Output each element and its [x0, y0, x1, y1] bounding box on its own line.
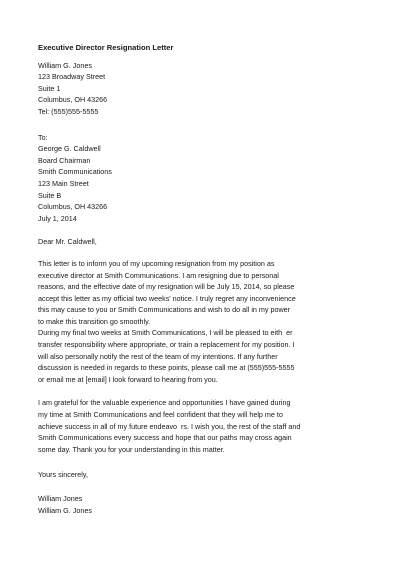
sender-phone: Tel: (555)555-5555 — [38, 106, 99, 116]
signature-block — [38, 493, 383, 516]
recipient-address — [38, 143, 383, 224]
to-label: To: — [38, 132, 48, 142]
recipient-title: Board Chairman — [38, 155, 91, 165]
paragraph-line: transfer responsibility where appropriate, or train a replacement for my position. I — [38, 340, 295, 350]
paragraph-line: reasons, and the effective date of my resignation will be July 15, 2014, so please — [38, 282, 295, 292]
letter-title: Executive Director Resignation Letter — [38, 43, 174, 52]
letter-date: July 1, 2014 — [38, 213, 77, 223]
paragraph-gratitude — [38, 397, 383, 455]
sender-city: Columbus, OH 43266 — [38, 95, 108, 105]
paragraph-line: my time at Smith Communications and feel confident that they will help me to — [38, 410, 283, 420]
paragraph-line: or email me at [email] I look forward to hearing from you. — [38, 374, 218, 384]
sender-suite: Suite 1 — [38, 83, 61, 93]
paragraph-line: discussion is needed in regards to these points, please call me at (555)555-5555 — [38, 363, 295, 373]
paragraph-line: to make this transition go smoothly. — [38, 316, 151, 326]
recipient-suite: Suite B — [38, 190, 62, 200]
paragraph-resignation — [38, 258, 383, 386]
paragraph-line: Smith Communications every success and hope that our paths may cross again — [38, 433, 292, 443]
paragraph-line: accept this letter as my official two weeks' notice. I truly regret any inconvenience — [38, 293, 296, 303]
sender-address — [38, 60, 383, 118]
paragraph-line: some day. Thank you for your understanding in this matter. — [38, 444, 225, 454]
paragraph-line: this may cause to you or Smith Communications and wish to do all in my power — [38, 305, 291, 315]
letter-body — [38, 42, 383, 516]
paragraph-line: executive director at Smith Communications. I am resigning due to personal — [38, 270, 279, 280]
salutation: Dear Mr. Caldwell, — [38, 237, 97, 247]
recipient-company: Smith Communications — [38, 167, 112, 177]
sender-name: William G. Jones — [38, 60, 92, 70]
signature-full-name: William G. Jones — [38, 505, 92, 515]
recipient-city: Columbus, OH 43266 — [38, 202, 108, 212]
paragraph-line: This letter is to inform you of my upcoming resignation from my position as — [38, 258, 275, 268]
paragraph-line: During my final two weeks at Smith Communications, I will be pleased to eith er — [38, 328, 293, 338]
sender-street: 123 Broadway Street — [38, 72, 106, 82]
recipient-street: 123 Main Street — [38, 178, 89, 188]
paragraph-line: I am grateful for the valuable experience and opportunities I have gained during — [38, 398, 291, 408]
closing: Yours sincerely, — [38, 470, 88, 480]
recipient-name: George G. Caldwell — [38, 144, 101, 154]
paragraph-line: will also personally notify the rest of the team of my intentions. If any further — [38, 351, 278, 361]
paragraph-line: achieve success in all of my future endeavo rs. I wish you, the rest of the staff and — [38, 421, 301, 431]
signature-name: William Jones — [38, 494, 83, 503]
